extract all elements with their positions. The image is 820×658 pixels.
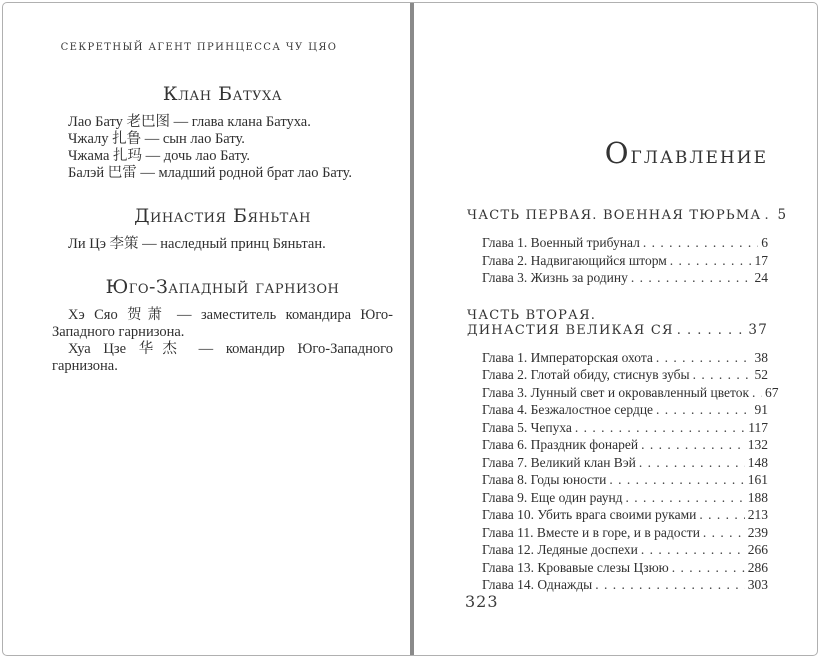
toc-chapter-page: 188	[747, 489, 768, 505]
toc-chapter-row	[482, 471, 768, 489]
toc-chapter-page: 266	[747, 542, 768, 557]
toc-chapter-row	[482, 269, 768, 287]
dot-leader	[699, 506, 744, 524]
toc-part-title: ЧАСТЬ ПЕРВАЯ. ВОЕННАЯ ТЮРЬМА	[467, 208, 762, 223]
toc-chapter-row	[482, 366, 768, 384]
toc-chapter-label: Глава 13. Кровавые слезы Цзюю	[482, 559, 669, 575]
dot-leader	[641, 436, 745, 454]
character-entry: Хуа Цзе 华杰 — командир Юго-Западного гарнизона.	[52, 341, 393, 374]
character-entry: Чжама 扎玛 — дочь лао Бату.	[68, 148, 251, 164]
dot-leader	[575, 419, 745, 437]
toc-chapter-row	[482, 401, 768, 419]
right-page	[414, 0, 818, 658]
toc-chapter-label: Глава 10. Убить врага своими руками	[482, 507, 697, 522]
toc-chapter-label: Глава 2. Глотай обиду, стиснув зубы	[482, 367, 690, 382]
toc-chapter-row	[482, 524, 768, 542]
toc-chapter-row	[482, 559, 768, 577]
character-section-heading: Юго-Западный гарнизон	[105, 276, 340, 298]
dot-leader	[672, 559, 745, 577]
dot-leader	[656, 349, 752, 367]
dot-leader	[639, 454, 745, 472]
toc-part-page: 37	[748, 321, 768, 338]
toc-chapter-page: 239	[747, 524, 768, 540]
character-list	[52, 84, 393, 375]
dot-leader	[631, 269, 752, 287]
toc-part-title: ДИНАСТИЯ ВЕЛИКАЯ СЯ	[467, 322, 674, 338]
dot-leader	[670, 252, 752, 270]
toc-chapter-label: Глава 5. Чепуха	[482, 419, 572, 435]
toc-part-row	[467, 207, 788, 223]
toc-chapter-row	[482, 419, 768, 437]
toc-chapter-page: 38	[754, 349, 768, 365]
toc-chapter-label: Глава 3. Лунный свет и окровавленный цветок	[482, 384, 750, 400]
toc-chapter-page: 52	[754, 367, 768, 382]
toc-chapter-page: 213	[747, 507, 768, 522]
character-section-heading: Династия Бяньтан	[134, 205, 311, 227]
character-entry: Ли Цэ 李策 — наследный принц Бяньтан.	[68, 236, 326, 252]
toc-chapter-row	[482, 384, 779, 402]
toc-chapter-list	[467, 234, 768, 287]
toc-part-heading	[467, 308, 768, 338]
toc-chapter-label: Глава 1. Императорская охота	[482, 349, 653, 365]
dot-leader	[609, 471, 744, 489]
character-entry: Хэ Сяо 贺萧 — заместитель командира Юго-Западного гарнизона.	[52, 307, 393, 340]
toc-part-heading	[467, 207, 788, 223]
toc-chapter-label: Глава 7. Великий клан Вэй	[482, 454, 636, 470]
toc-chapter-label: Глава 2. Надвигающийся шторм	[482, 252, 667, 268]
toc-chapter-label: Глава 1. Военный трибунал	[482, 235, 640, 250]
running-header: СЕКРЕТНЫЙ АГЕНТ ПРИНЦЕССА ЧУ ЦЯО	[60, 42, 338, 53]
folio-page-number: 323	[465, 592, 499, 611]
dot-leader	[703, 524, 745, 542]
dot-leader	[656, 401, 751, 419]
toc-chapter-row	[482, 349, 768, 367]
toc-chapter-page: 6	[761, 235, 768, 250]
toc-chapter-label: Глава 11. Вместе и в горе, и в радости	[482, 524, 700, 540]
dot-leader	[643, 234, 758, 252]
toc-chapter-row	[482, 489, 768, 507]
character-entry: Лао Бату 老巴图 — глава клана Батуха.	[68, 114, 311, 130]
toc-chapter-page: 132	[747, 437, 768, 452]
toc-chapter-page: 67	[765, 384, 779, 400]
toc-chapter-label: Глава 3. Жизнь за родину	[482, 270, 628, 285]
toc-part-page: 5	[777, 207, 788, 223]
toc-part-row	[467, 323, 768, 338]
character-entry: Чжалу 扎鲁 — сын лао Бату.	[68, 131, 245, 147]
toc-chapter-label: Глава 9. Еще один раунд	[482, 489, 623, 505]
dot-leader	[764, 208, 774, 223]
toc-chapter-label: Глава 14. Однажды	[482, 577, 593, 592]
toc-chapter-label: Глава 4. Безжалостное сердце	[482, 402, 654, 417]
toc-chapter-page: 161	[747, 472, 768, 487]
toc-chapter-label: Глава 12. Ледяные доспехи	[482, 542, 638, 557]
character-entry: Балэй 巴雷 — младший родной брат лао Бату.	[68, 165, 353, 181]
toc-chapter-row	[482, 234, 768, 252]
table-of-contents	[467, 207, 788, 594]
left-page	[2, 0, 410, 658]
dot-leader	[677, 323, 746, 338]
toc-chapter-row	[482, 252, 768, 270]
toc-chapter-page: 91	[754, 402, 768, 417]
toc-title: Оглавление	[604, 136, 768, 170]
toc-chapter-row	[482, 506, 768, 524]
dot-leader	[693, 366, 752, 384]
toc-chapter-row	[482, 576, 768, 594]
dot-leader	[626, 489, 745, 507]
toc-chapter-row	[482, 541, 768, 559]
dot-leader	[752, 384, 762, 402]
dot-leader	[641, 541, 745, 559]
toc-chapter-page: 303	[747, 577, 768, 592]
toc-chapter-label: Глава 6. Праздник фонарей	[482, 437, 639, 452]
toc-chapter-page: 148	[747, 454, 768, 470]
toc-chapter-page: 286	[747, 559, 768, 575]
toc-chapter-row	[482, 436, 768, 454]
dot-leader	[595, 576, 744, 594]
toc-chapter-row	[482, 454, 768, 472]
toc-chapter-list	[467, 349, 779, 594]
toc-part-title: ЧАСТЬ ВТОРАЯ.	[467, 307, 597, 323]
toc-chapter-page: 17	[754, 252, 768, 268]
toc-chapter-label: Глава 8. Годы юности	[482, 472, 607, 487]
toc-chapter-page: 117	[748, 419, 768, 435]
toc-chapter-page: 24	[754, 270, 768, 285]
character-section-heading: Клан Батуха	[162, 83, 283, 105]
